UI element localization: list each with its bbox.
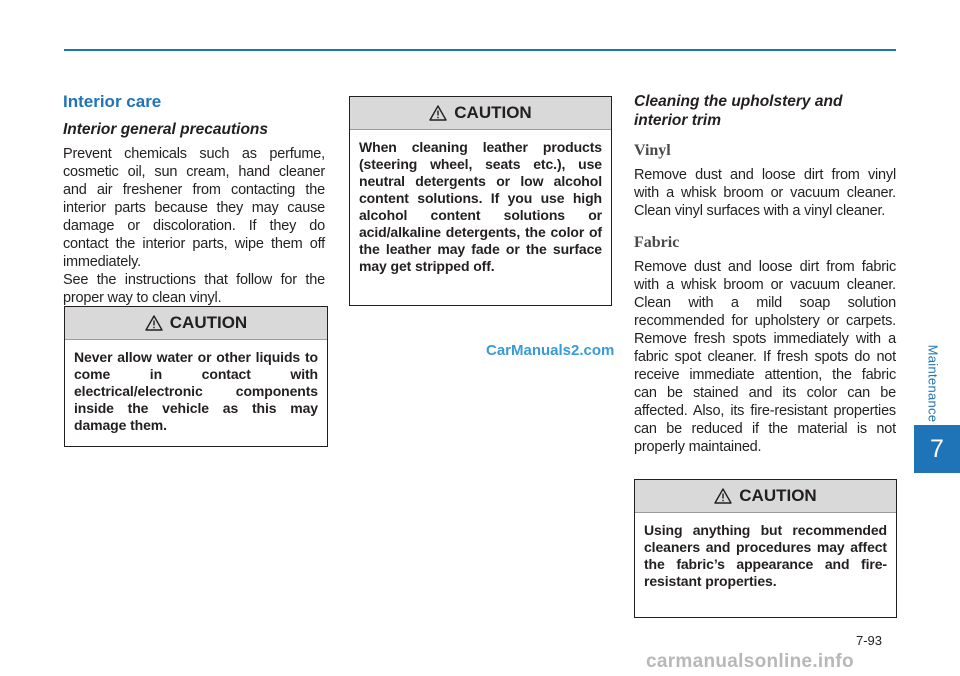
caution-box-leather: [349, 96, 612, 306]
caution-title: CAUTION: [739, 486, 817, 505]
page-number: 7-93: [856, 633, 883, 648]
chapter-side-label: Maintenance: [925, 344, 941, 422]
subheading-upholstery: Cleaning the upholstery and interior trim: [634, 93, 843, 129]
heading-vinyl: Vinyl: [634, 142, 671, 159]
caution-header: [350, 97, 611, 130]
watermark: CarManuals2.com: [486, 342, 615, 359]
fabric-body: Remove dust and loose dirt from fabric with a whisk broom or vacuum cleaner. Clean with a mild soap solution recommended for upholstery or carpets. Remove fresh spots immediately with a fabric spot cleaner. If fresh spots do not receive immediate attention, the fabric can be stained and its color can be affected. Also, its fire-resistant properties can be reduced if the material is not properly maintained.: [634, 259, 896, 455]
warning-triangle-icon: [714, 488, 732, 504]
caution-text: Never allow water or other liquids to come in contact with electrical/electronic components inside the vehicle as this may damage them.: [74, 349, 318, 433]
vinyl-body: Remove dust and loose dirt from vinyl with a whisk broom or vacuum cleaner. Clean vinyl surfaces with a vinyl cleaner.: [634, 167, 896, 219]
caution-text: Using anything but recommended cleaners and procedures may affect the fabric’s appearance and fire-resistant properties.: [644, 522, 887, 589]
chapter-number-tab: 7: [914, 425, 960, 473]
caution-text: When cleaning leather products (steering wheel, seats etc.), use neutral detergents or low alcohol content solutions. If you use high alcohol content solutions or acid/alkaline detergents, the color of the leather may fade or the surface may get stripped off.: [359, 139, 602, 274]
caution-box-fabric: [634, 479, 897, 618]
paragraph: Prevent chemicals such as perfume, cosmetic oil, sun cream, hand cleaner and air freshener from contacting the interior parts because they may cause damage or discoloration. If they do contact the interior parts, wipe them off immediately.: [63, 146, 325, 270]
caution-header: [635, 480, 896, 513]
caution-box-liquids: [64, 306, 328, 447]
warning-triangle-icon: [145, 315, 163, 331]
header-rule: [64, 49, 896, 51]
column-upholstery: [634, 92, 896, 456]
caution-title: CAUTION: [454, 103, 532, 122]
caution-title: CAUTION: [169, 313, 248, 332]
heading-fabric: Fabric: [634, 234, 680, 251]
column-interior-care: [63, 92, 325, 307]
warning-triangle-icon: [429, 105, 447, 121]
caution-header: [65, 307, 327, 340]
paragraph: See the instructions that follow for the proper way to clean vinyl.: [63, 272, 325, 306]
precautions-body: [63, 145, 325, 307]
site-watermark: carmanualsonline.info: [646, 651, 854, 672]
subheading-general-precautions: Interior general precautions: [63, 121, 268, 138]
section-title: Interior care: [63, 92, 162, 111]
